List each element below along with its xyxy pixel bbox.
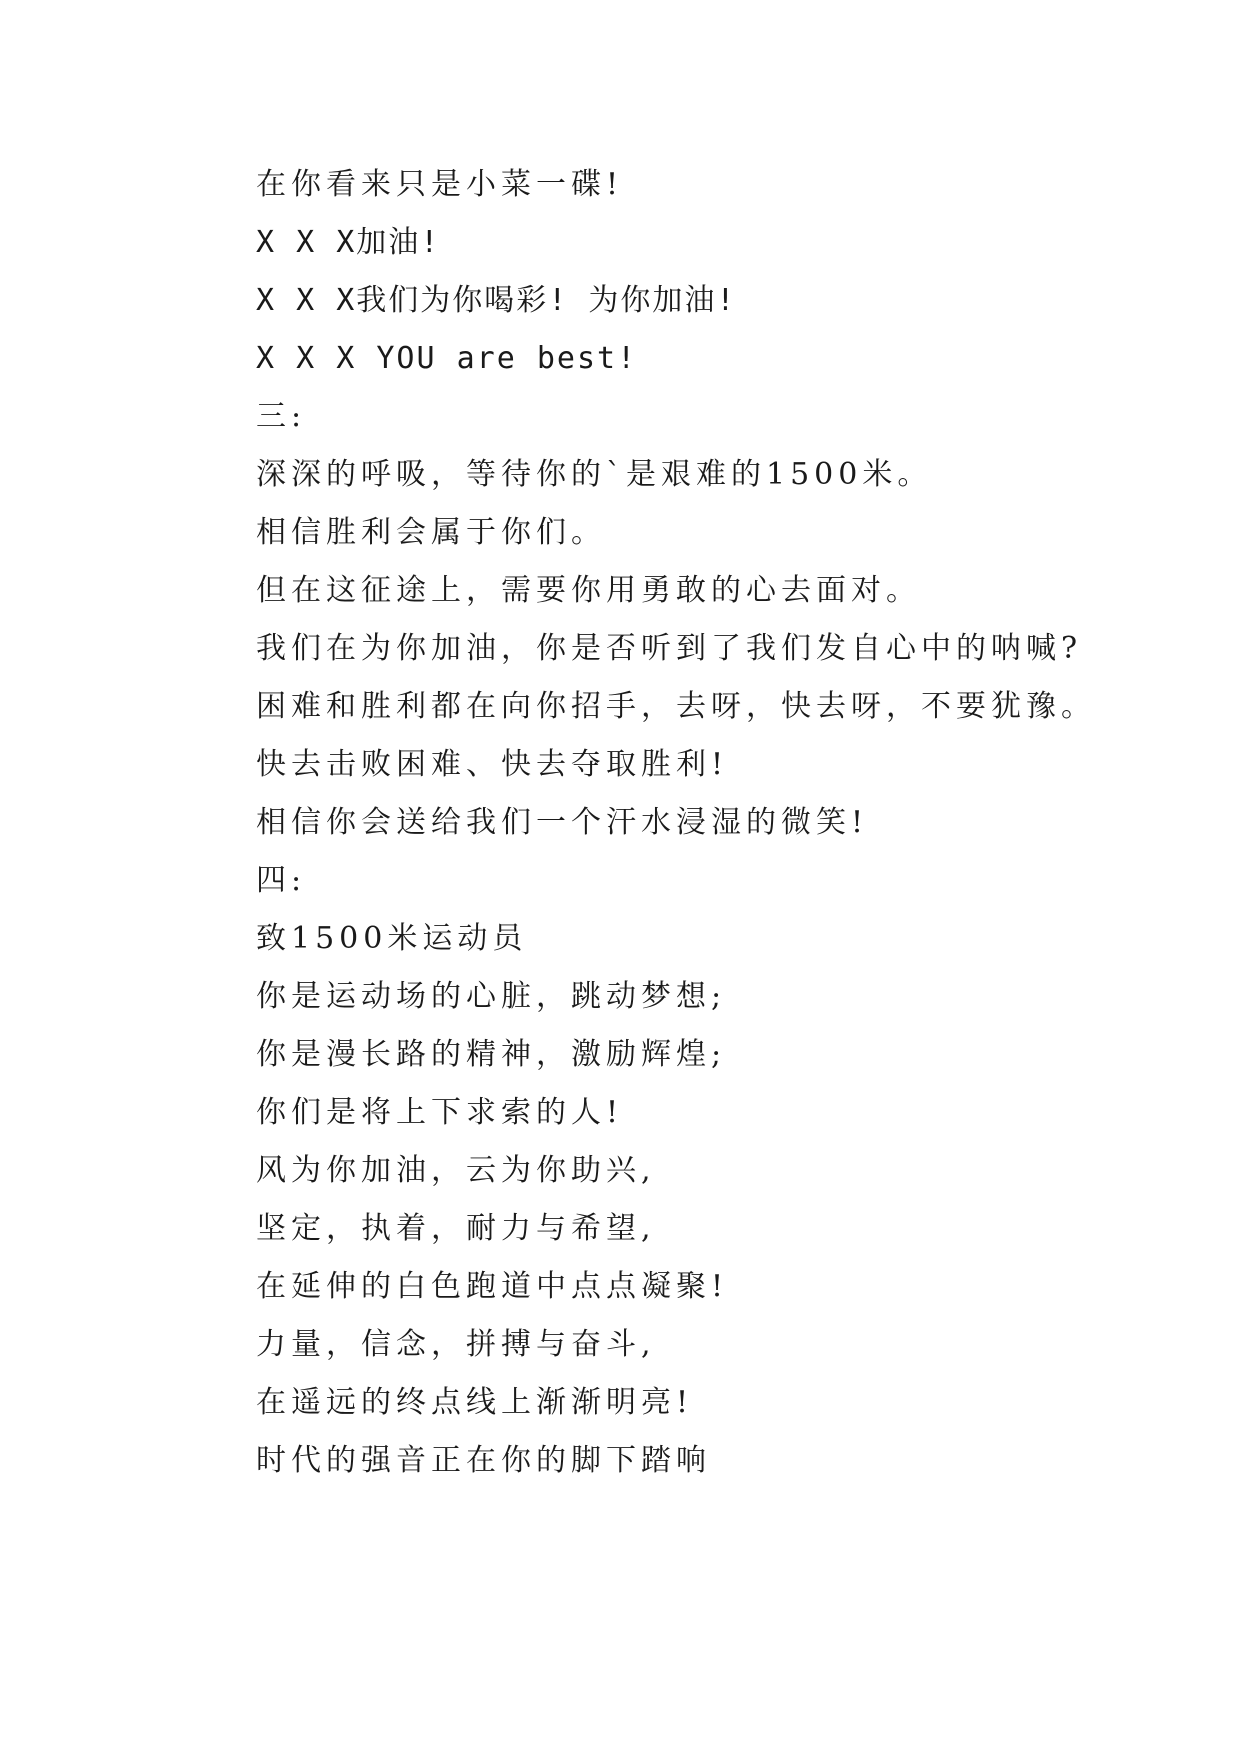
section-heading: 三:: [256, 399, 307, 434]
text-line: 在遥远的终点线上渐渐明亮!: [256, 1385, 694, 1420]
poem-text-block: [256, 156, 1186, 1490]
text-line: X X X我们为你喝彩! 为你加油!: [256, 283, 737, 318]
text-line: 快去击败困难、快去夺取胜利!: [256, 747, 729, 782]
text-line: 困难和胜利都在向你招手，去呀，快去呀，不要犹豫。: [256, 689, 1096, 724]
text-line: 你是漫长路的精神，激励辉煌;: [256, 1037, 727, 1072]
text-line: 相信你会送给我们一个汗水浸湿的微笑!: [256, 805, 869, 840]
text-line: 但在这征途上，需要你用勇敢的心去面对。: [256, 573, 921, 608]
text-line: 力量，信念，拼搏与奋斗,: [256, 1327, 656, 1362]
section-heading: 四:: [256, 863, 307, 898]
text-line: 我们在为你加油，你是否听到了我们发自心中的呐喊?: [256, 631, 1083, 666]
text-line: 在延伸的白色跑道中点点凝聚!: [256, 1269, 729, 1304]
text-line: 你们是将上下求索的人!: [256, 1095, 624, 1130]
poem-title: 致1500米运动员: [256, 921, 528, 956]
text-line: X X X YOU are best!: [256, 341, 638, 376]
text-line: 坚定，执着，耐力与希望,: [256, 1211, 656, 1246]
text-line: 在你看来只是小菜一碟!: [256, 167, 624, 202]
text-line: X X X加油!: [256, 225, 441, 260]
text-line: 时代的强音正在你的脚下踏响: [256, 1443, 711, 1478]
text-line: 风为你加油，云为你助兴,: [256, 1153, 656, 1188]
text-line: 深深的呼吸，等待你的`是艰难的1500米。: [256, 457, 933, 492]
text-line: 相信胜利会属于你们。: [256, 515, 606, 550]
text-line: 你是运动场的心脏，跳动梦想;: [256, 979, 727, 1014]
